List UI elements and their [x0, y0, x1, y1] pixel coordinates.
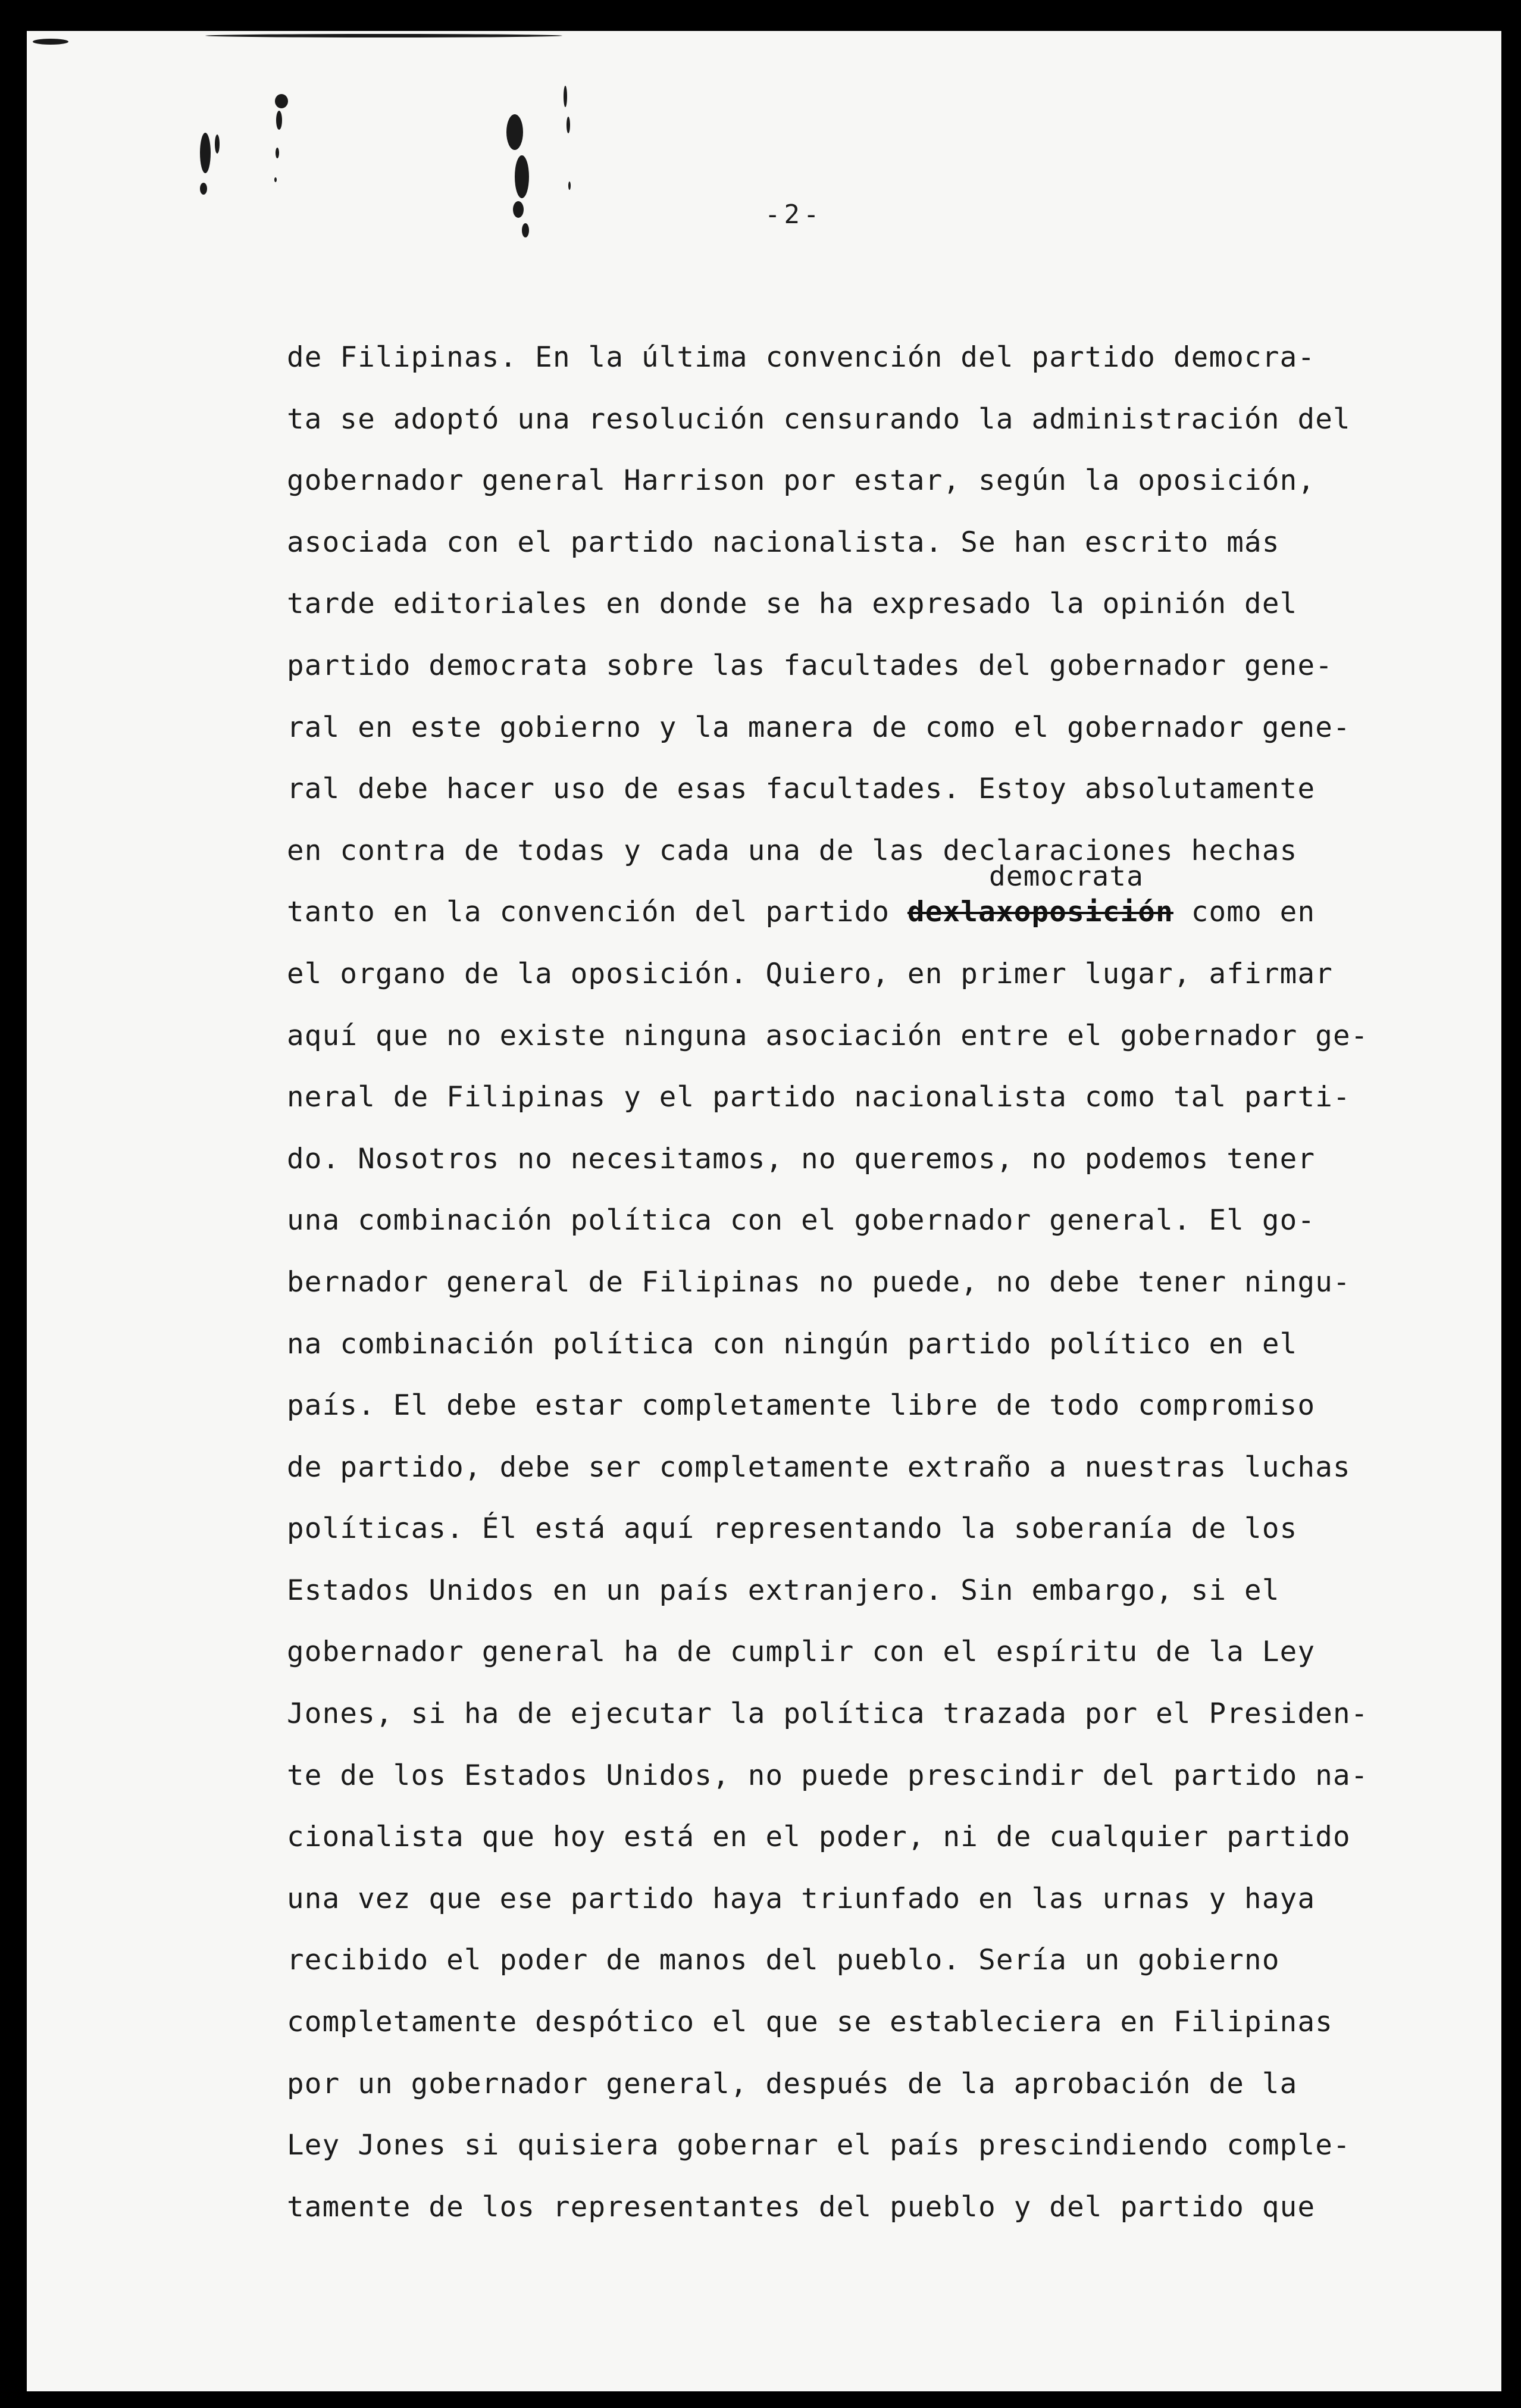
text-line-25: cionalista que hoy está en el poder, ni de cualquier partido [287, 1821, 1351, 1854]
text-line-31: tamente de los representantes del pueblo y del partido que [287, 2190, 1316, 2224]
text-line-16: bernador general de Filipinas no puede, no debe tener ningu- [287, 1265, 1351, 1299]
ink-marks-decoration [27, 31, 681, 281]
text-line-1: de Filipinas. En la última convención del partido democra- [287, 341, 1316, 374]
struck-out-text: dexlaxoposición [907, 896, 1173, 929]
line-10-before: tanto en la convención del partido [287, 896, 907, 929]
text-line-18: país. El debe estar completamente libre de todo compromiso [287, 1389, 1316, 1422]
text-line-27: recibido el poder de manos del pueblo. Sería un gobierno [287, 1944, 1280, 1977]
text-line-8: ral debe hacer uso de esas facultades. Estoy absolutamente [287, 773, 1316, 806]
text-line-6: partido democrata sobre las facultades del gobernador gene- [287, 649, 1334, 682]
text-line-17: na combinación política con ningún partido político en el [287, 1327, 1298, 1361]
text-line-3: gobernador general Harrison por estar, según la oposición, [287, 464, 1316, 498]
typewritten-page [27, 31, 1501, 2391]
text-line-11: el organo de la oposición. Quiero, en primer lugar, afirmar [287, 957, 1334, 990]
text-line-23: Jones, si ha de ejecutar la política trazada por el Presiden- [287, 1697, 1369, 1731]
text-line-9: en contra de todas y cada una de las declaraciones hechas [287, 834, 1298, 867]
text-line-2: ta se adoptó una resolución censurando la administración del [287, 402, 1351, 436]
text-line-22: gobernador general ha de cumplir con el espíritu de la Ley [287, 1635, 1316, 1669]
body-text [287, 327, 1417, 2238]
text-line-15: una combinación política con el gobernador general. El go- [287, 1204, 1316, 1237]
line-10-after: como en [1173, 896, 1316, 929]
text-line-26: una vez que ese partido haya triunfado en las urnas y haya [287, 1882, 1316, 1915]
text-line-4: asociada con el partido nacionalista. Se han escrito más [287, 526, 1280, 559]
text-line-21: Estados Unidos en un país extranjero. Sin embargo, si el [287, 1574, 1280, 1607]
text-line-20: políticas. Él está aquí representando la soberanía de los [287, 1512, 1298, 1546]
text-line-13: neral de Filipinas y el partido nacionalista como tal parti- [287, 1081, 1351, 1114]
text-line-30: Ley Jones si quisiera gobernar el país prescindiendo comple- [287, 2129, 1351, 2162]
text-line-28: completamente despótico el que se estableciera en Filipinas [287, 2006, 1334, 2039]
page-number: -2- [765, 199, 823, 230]
interlinear-insertion: democrata [989, 860, 1144, 893]
text-line-10 [287, 860, 1417, 943]
text-line-19: de partido, debe ser completamente extraño a nuestras luchas [287, 1450, 1351, 1484]
text-line-5: tarde editoriales en donde se ha expresado la opinión del [287, 587, 1298, 621]
text-line-24: te de los Estados Unidos, no puede prescindir del partido na- [287, 1759, 1369, 1792]
text-line-14: do. Nosotros no necesitamos, no queremos, no podemos tener [287, 1142, 1316, 1175]
text-line-12: aquí que no existe ninguna asociación entre el gobernador ge- [287, 1019, 1369, 1052]
text-line-29: por un gobernador general, después de la aprobación de la [287, 2067, 1298, 2100]
text-line-7: ral en este gobierno y la manera de como el gobernador gene- [287, 711, 1351, 744]
